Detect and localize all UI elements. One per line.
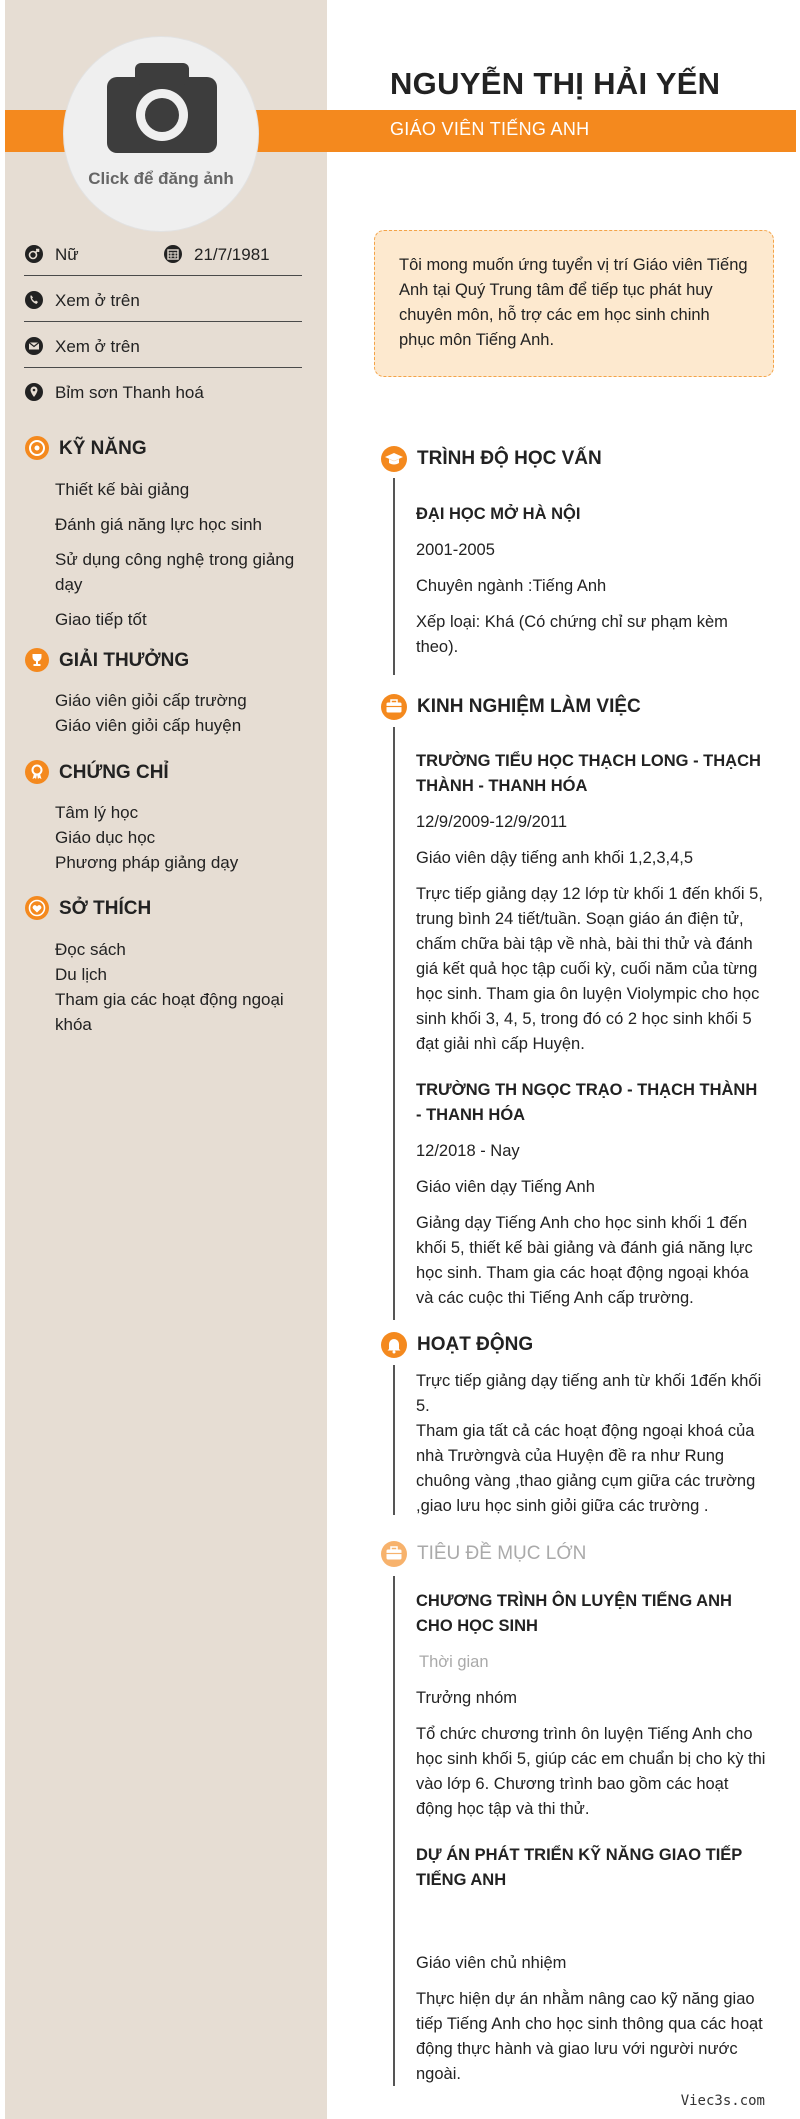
skill-item: Thiết kế bài giảng — [55, 480, 190, 499]
certificate-item: Phương pháp giảng dạy — [55, 853, 239, 872]
job-entry — [416, 1078, 766, 1311]
awards-list — [55, 688, 305, 738]
email-icon — [24, 336, 44, 356]
briefcase-icon — [380, 693, 408, 721]
job-company: TRƯỜNG TIỂU HỌC THẠCH LONG - THẠCH THÀNH - THANH HÓA — [416, 752, 761, 795]
project-description: Tổ chức chương trình ôn luyện Tiếng Anh cho học sinh khối 5, giúp các em chuẩn bị cho kỳ thi vào lớp 6. Chương trình bao gồm các hoạt động học tập và thi thử. — [416, 1725, 766, 1818]
photo-caption: Click để đăng ảnh — [88, 169, 234, 188]
job-position: Giáo viên dạy Tiếng Anh — [416, 1178, 595, 1196]
project-role: Trưởng nhóm — [416, 1689, 518, 1707]
info-row-phone — [24, 276, 302, 322]
custom-line — [393, 1576, 395, 2086]
hobby-item: Đọc sách — [55, 940, 126, 959]
certificate-item: Giáo dục học — [55, 828, 156, 847]
award-item: Giáo viên giỏi cấp trường — [55, 691, 247, 710]
hobby-item: Du lịch — [55, 965, 107, 984]
location-icon — [24, 382, 44, 402]
camera-icon — [107, 63, 217, 153]
calendar-icon — [163, 244, 183, 264]
trophy-icon — [24, 647, 50, 673]
activities-block — [416, 1369, 766, 1519]
briefcase-icon — [380, 1540, 408, 1568]
project-entry — [416, 1589, 766, 1822]
project-time: Thời gian — [419, 1653, 489, 1671]
activity-line: Trực tiếp giảng dạy tiếng anh từ khối 1đến khối 5. — [416, 1372, 762, 1415]
certificate-item: Tâm lý học — [55, 803, 139, 822]
skill-item: Sử dụng công nghệ trong giảng dạy — [55, 550, 295, 594]
education-major: Chuyên ngành :Tiếng Anh — [416, 577, 607, 595]
target-icon — [24, 435, 50, 461]
education-line — [393, 478, 395, 675]
education-grade: Xếp loại: Khá (Có chứng chỉ sư phạm kèm theo). — [416, 613, 728, 656]
project-name: CHƯƠNG TRÌNH ÔN LUYỆN TIẾNG ANH CHO HỌC SINH — [416, 1592, 732, 1635]
award-item: Giáo viên giỏi cấp huyện — [55, 716, 242, 735]
bell-icon — [380, 1331, 408, 1359]
job-period: 12/9/2009-12/9/2011 — [416, 813, 568, 831]
address-value: Bỉm sơn Thanh hoá — [55, 383, 204, 402]
heart-icon — [24, 895, 50, 921]
medal-icon — [24, 759, 50, 785]
hobby-item: Tham gia các hoạt động ngoại khóa — [55, 990, 284, 1034]
gender-value: Nữ — [55, 245, 79, 264]
phone-icon — [24, 290, 44, 310]
career-objective: Tôi mong muốn ứng tuyển vị trí Giáo viên Tiếng Anh tại Quý Trung tâm để tiếp tục phát huy chuyên môn, hỗ trợ các em học sinh chinh phục môn Tiếng Anh. — [374, 230, 774, 377]
job-title: GIÁO VIÊN TIẾNG ANH — [390, 119, 590, 139]
experience-line — [393, 727, 395, 1320]
skill-item: Đánh giá năng lực học sinh — [55, 515, 263, 534]
skills-list — [55, 477, 305, 642]
job-description: Trực tiếp giảng dạy 12 lớp từ khối 1 đến khối 5, trung bình 24 tiết/tuần. Soạn giáo án điện tử, chấm chữa bài tập về nhà, bài thi thử và đánh giá kết quả học tập cuối kỳ, cuối năm của từng học sinh. Tham gia ôn luyện Violympic cho học sinh khối 3, 4, 5, trong đó có 2 học sinh khối 5 đạt giải nhì cấp Huyện. — [416, 885, 763, 1053]
project-entry — [416, 1843, 766, 2087]
info-row-address — [24, 368, 302, 414]
graduation-cap-icon — [380, 445, 408, 473]
job-description: Giảng dạy Tiếng Anh cho học sinh khối 1 đến khối 5, thiết kế bài giảng và đánh giá năng lực học sinh. Tham gia các hoạt động ngoại khóa và các cuộc thi Tiếng Anh cấp trường. — [416, 1214, 753, 1307]
watermark: Viec3s.com — [680, 2093, 765, 2109]
job-position: Giáo viên dậy tiếng anh khối 1,2,3,4,5 — [416, 849, 694, 867]
certificates-list — [55, 800, 305, 875]
school-name: ĐẠI HỌC MỞ HÀ NỘI — [416, 505, 581, 523]
gender-icon — [24, 244, 44, 264]
project-role: Giáo viên chủ nhiệm — [416, 1954, 567, 1972]
info-row-email — [24, 322, 302, 368]
candidate-name: NGUYỄN THỊ HẢI YẾN — [390, 66, 721, 101]
job-company: TRƯỜNG TH NGỌC TRẠO - THẠCH THÀNH - THANH HÓA — [416, 1081, 758, 1124]
birthday-value: 21/7/1981 — [194, 245, 270, 264]
education-period: 2001-2005 — [416, 541, 495, 559]
phone-value: Xem ở trên — [55, 291, 140, 310]
activities-line — [393, 1365, 395, 1515]
job-period: 12/2018 - Nay — [416, 1142, 520, 1160]
info-row-gender-birthday — [24, 230, 302, 276]
skill-item: Giao tiếp tốt — [55, 610, 147, 629]
email-value: Xem ở trên — [55, 337, 140, 356]
project-name: DỰ ÁN PHÁT TRIỂN KỸ NĂNG GIAO TIẾP TIẾNG ANH — [416, 1846, 742, 1889]
project-description: Thực hiện dự án nhằm nâng cao kỹ năng giao tiếp Tiếng Anh cho học sinh thông qua các hoạt động thực hành và giao lưu với người nước ngoài. — [416, 1990, 763, 2083]
activity-line: Tham gia tất cả các hoạt động ngoại khoá của nhà Trườngvà của Huyện đề ra như Rung chuông vàng ,thao giảng cụm giữa các trường ,giao lưu học sinh giỏi giữa các trường . — [416, 1422, 756, 1515]
avatar-upload[interactable] — [63, 36, 259, 232]
hobbies-list — [55, 937, 305, 1037]
education-block — [416, 502, 766, 660]
job-entry — [416, 749, 766, 1057]
